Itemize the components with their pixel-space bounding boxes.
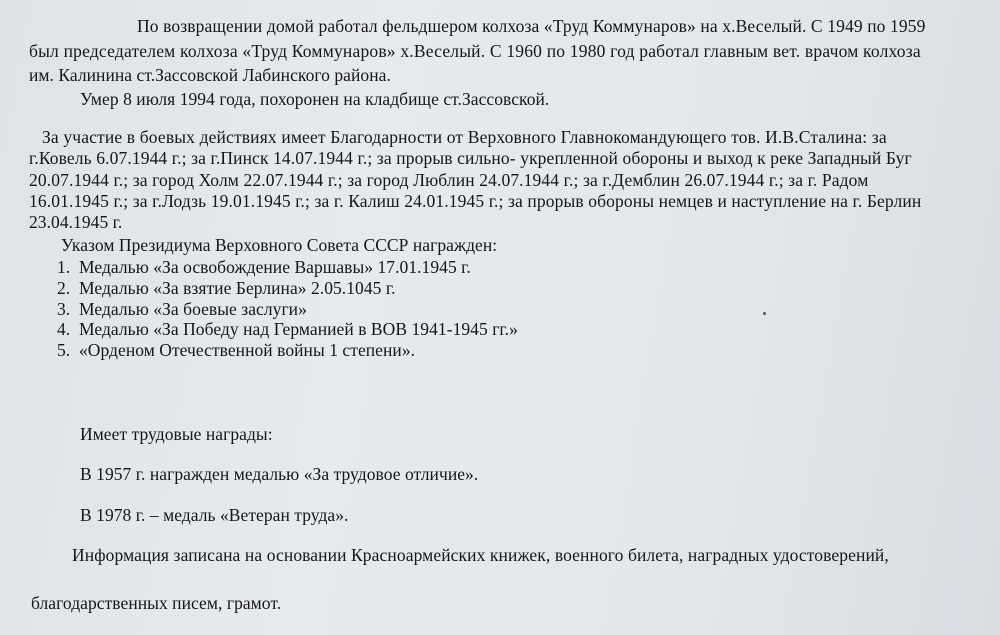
gratitude-line-3: 20.07.1944 г.; за город Холм 22.07.1944 г.; за город Люблин 24.07.1944 г.; за г.Демблин 26.07.1944 г.; за г. Радом	[29, 170, 869, 190]
award-list-text: Медалью «За взятие Берлина» 2.05.1045 г.	[79, 278, 396, 298]
decree-intro: Указом Президиума Верховного Совета СССР награжден:	[61, 235, 498, 255]
award-list-item-5	[57, 340, 415, 360]
award-list-number: 1.	[57, 257, 71, 277]
gratitude-line-2: г.Ковель 6.07.1944 г.; за г.Пинск 14.07.1944 г.; за прорыв сильно- укрепленной обороны и выход к реке Западный Буг	[29, 148, 912, 168]
biography-line-4: Умер 8 июля 1994 года, похоронен на кладбище ст.Зассовской.	[80, 89, 550, 109]
labor-awards-heading: Имеет трудовые награды:	[80, 424, 273, 444]
award-list-text: Медалью «За Победу над Германией в ВОВ 1941-1945 гг.»	[79, 319, 518, 339]
award-list-text: Медалью «За освобождение Варшавы» 17.01.1945 г.	[79, 257, 471, 277]
stray-dot-mark	[763, 312, 766, 315]
award-list-text: Медалью «За боевые заслуги»	[79, 299, 307, 319]
gratitude-line-1: За участие в боевых действиях имеет Благодарности от Верховного Главнокомандующего тов. И.В.Сталина: за	[42, 127, 887, 147]
gratitude-line-4: 16.01.1945 г.; за г.Лодзь 19.01.1945 г.; за г. Калиш 24.01.1945 г.; за прорыв обороны немцев и наступление на г. Берлин	[29, 191, 922, 211]
award-list-number: 3.	[57, 299, 71, 319]
source-note-line-1: Информация записана на основании Красноармейских книжек, военного билета, наградных удостоверений,	[72, 545, 889, 565]
award-list-item-3	[57, 299, 307, 319]
labor-award-1: В 1957 г. награжден медалью «За трудовое отличие».	[80, 464, 479, 484]
biography-line-2: был председателем колхоза «Труд Коммунаров» х.Веселый. С 1960 по 1980 год работал главным вет. врачом колхоза	[29, 41, 921, 61]
award-list-item-1	[57, 257, 471, 277]
award-list-item-4	[57, 319, 518, 339]
biography-line-1: По возвращении домой работал фельдшером колхоза «Труд Коммунаров» на х.Веселый. С 1949 по 1959	[137, 16, 926, 36]
award-list-number: 4.	[57, 319, 71, 339]
award-list-number: 2.	[57, 278, 71, 298]
source-note-line-2: благодарственных писем, грамот.	[31, 593, 282, 613]
award-list-number: 5.	[57, 340, 71, 360]
biography-line-3: им. Калинина ст.Зассовской Лабинского района.	[29, 65, 391, 85]
award-list-item-2	[57, 278, 396, 298]
gratitude-line-5: 23.04.1945 г.	[29, 212, 123, 232]
award-list-text: «Орденом Отечественной войны 1 степени».	[79, 340, 416, 360]
labor-award-2: В 1978 г. – медаль «Ветеран труда».	[80, 505, 349, 525]
